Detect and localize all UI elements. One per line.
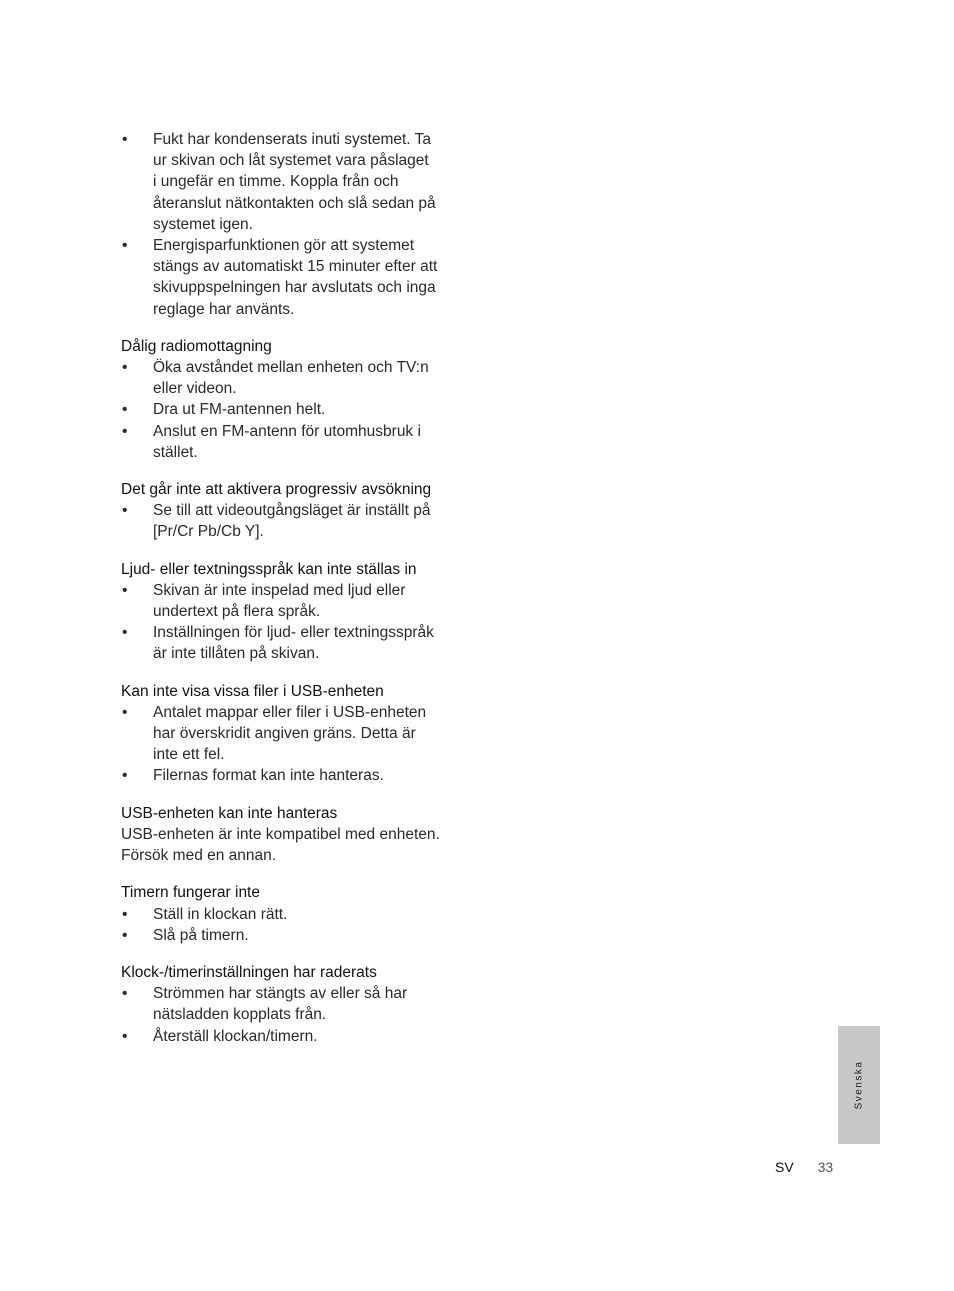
bullet-item bbox=[121, 622, 461, 664]
section-heading: Ljud- eller textningsspråk kan inte ställas in bbox=[121, 560, 417, 578]
bullet-icon: • bbox=[122, 422, 128, 440]
bullet-item bbox=[121, 500, 461, 542]
bullet-item bbox=[121, 357, 461, 399]
bullet-icon: • bbox=[122, 905, 128, 923]
section-heading: Det går inte att aktivera progressiv avsökning bbox=[121, 481, 432, 499]
bullet-item bbox=[121, 235, 461, 320]
text-line: i ungefär en timme. Koppla från och bbox=[153, 173, 399, 191]
section bbox=[121, 479, 461, 543]
text-line: Öka avståndet mellan enheten och TV:n bbox=[153, 359, 429, 377]
text-line: Försök med en annan. bbox=[121, 847, 277, 865]
bullet-item bbox=[121, 702, 461, 766]
text-line: Återställ klockan/timern. bbox=[153, 1027, 318, 1045]
bullet-item bbox=[121, 765, 461, 786]
text-line: skivuppspelningen har avslutats och inga bbox=[153, 279, 436, 297]
section bbox=[121, 962, 461, 1047]
footer-language-code: SV bbox=[775, 1159, 794, 1175]
text-line: inte ett fel. bbox=[153, 746, 225, 764]
bullet-icon: • bbox=[122, 401, 128, 419]
text-line: Anslut en FM-antenn för utomhusbruk i bbox=[153, 422, 421, 440]
section-heading: Klock-/timerinställningen har raderats bbox=[121, 963, 377, 981]
bullet-item bbox=[121, 399, 461, 420]
bullet-item bbox=[121, 580, 461, 622]
text-line: stället. bbox=[153, 443, 198, 461]
text-line: undertext på flera språk. bbox=[153, 603, 321, 621]
section bbox=[121, 882, 461, 946]
bullet-item bbox=[121, 421, 461, 463]
section bbox=[121, 559, 461, 665]
text-line: systemet igen. bbox=[153, 215, 253, 233]
text-line: Antalet mappar eller filer i USB-enheten bbox=[153, 703, 427, 721]
text-line: Inställningen för ljud- eller textningsspråk bbox=[153, 624, 434, 642]
text-line: återanslut nätkontakten och slå sedan på bbox=[153, 194, 436, 212]
text-line: nätsladden kopplats från. bbox=[153, 1006, 327, 1024]
text-line: Slå på timern. bbox=[153, 926, 249, 944]
text-line: Dra ut FM-antennen helt. bbox=[153, 401, 326, 419]
text-line: USB-enheten är inte kompatibel med enheten. bbox=[121, 825, 440, 843]
language-tab-label: Svenska bbox=[853, 1060, 865, 1110]
bullet-icon: • bbox=[122, 926, 128, 944]
section bbox=[121, 336, 461, 463]
section bbox=[121, 681, 461, 787]
bullet-item bbox=[121, 904, 461, 925]
text-line: är inte tillåten på skivan. bbox=[153, 645, 320, 663]
text-line: reglage har använts. bbox=[153, 300, 295, 318]
bullet-icon: • bbox=[122, 1027, 128, 1045]
bullet-icon: • bbox=[122, 985, 128, 1003]
bullet-icon: • bbox=[122, 624, 128, 642]
bullet-icon: • bbox=[122, 703, 128, 721]
manual-content bbox=[121, 129, 461, 1047]
section-heading: USB-enheten kan inte hanteras bbox=[121, 804, 338, 822]
text-line: har överskridit angiven gräns. Detta är bbox=[153, 725, 416, 743]
text-line: ur skivan och låt systemet vara påslaget bbox=[153, 152, 429, 170]
page-number: 33 bbox=[817, 1159, 834, 1175]
paragraph bbox=[121, 824, 461, 866]
bullet-item bbox=[121, 129, 461, 235]
bullet-item bbox=[121, 983, 461, 1025]
section-heading: Timern fungerar inte bbox=[121, 884, 260, 902]
bullet-icon: • bbox=[122, 237, 128, 255]
text-line: Strömmen har stängts av eller så har bbox=[153, 985, 408, 1003]
text-line: Se till att videoutgångsläget är inställt på bbox=[153, 502, 431, 520]
text-line: Energisparfunktionen gör att systemet bbox=[153, 237, 415, 255]
bullet-icon: • bbox=[122, 581, 128, 599]
bullet-icon: • bbox=[122, 359, 128, 377]
text-line: Fukt har kondenserats inuti systemet. Ta bbox=[153, 131, 431, 148]
bullet-item bbox=[121, 1026, 461, 1047]
section bbox=[121, 803, 461, 867]
text-line: [Pr/Cr Pb/Cb Y]. bbox=[153, 523, 264, 541]
section bbox=[121, 129, 461, 320]
bullet-icon: • bbox=[122, 131, 128, 148]
text-line: Ställ in klockan rätt. bbox=[153, 905, 288, 923]
section-heading: Kan inte visa vissa filer i USB-enheten bbox=[121, 682, 384, 700]
text-line: eller videon. bbox=[153, 380, 237, 398]
text-line: stängs av automatiskt 15 minuter efter att bbox=[153, 258, 438, 276]
bullet-item bbox=[121, 925, 461, 946]
section-heading: Dålig radiomottagning bbox=[121, 337, 272, 355]
text-line: Filernas format kan inte hanteras. bbox=[153, 767, 384, 785]
text-line: Skivan är inte inspelad med ljud eller bbox=[153, 581, 406, 599]
bullet-icon: • bbox=[122, 502, 128, 520]
language-side-tab bbox=[838, 1026, 880, 1144]
bullet-icon: • bbox=[122, 767, 128, 785]
page-footer bbox=[775, 1159, 833, 1175]
